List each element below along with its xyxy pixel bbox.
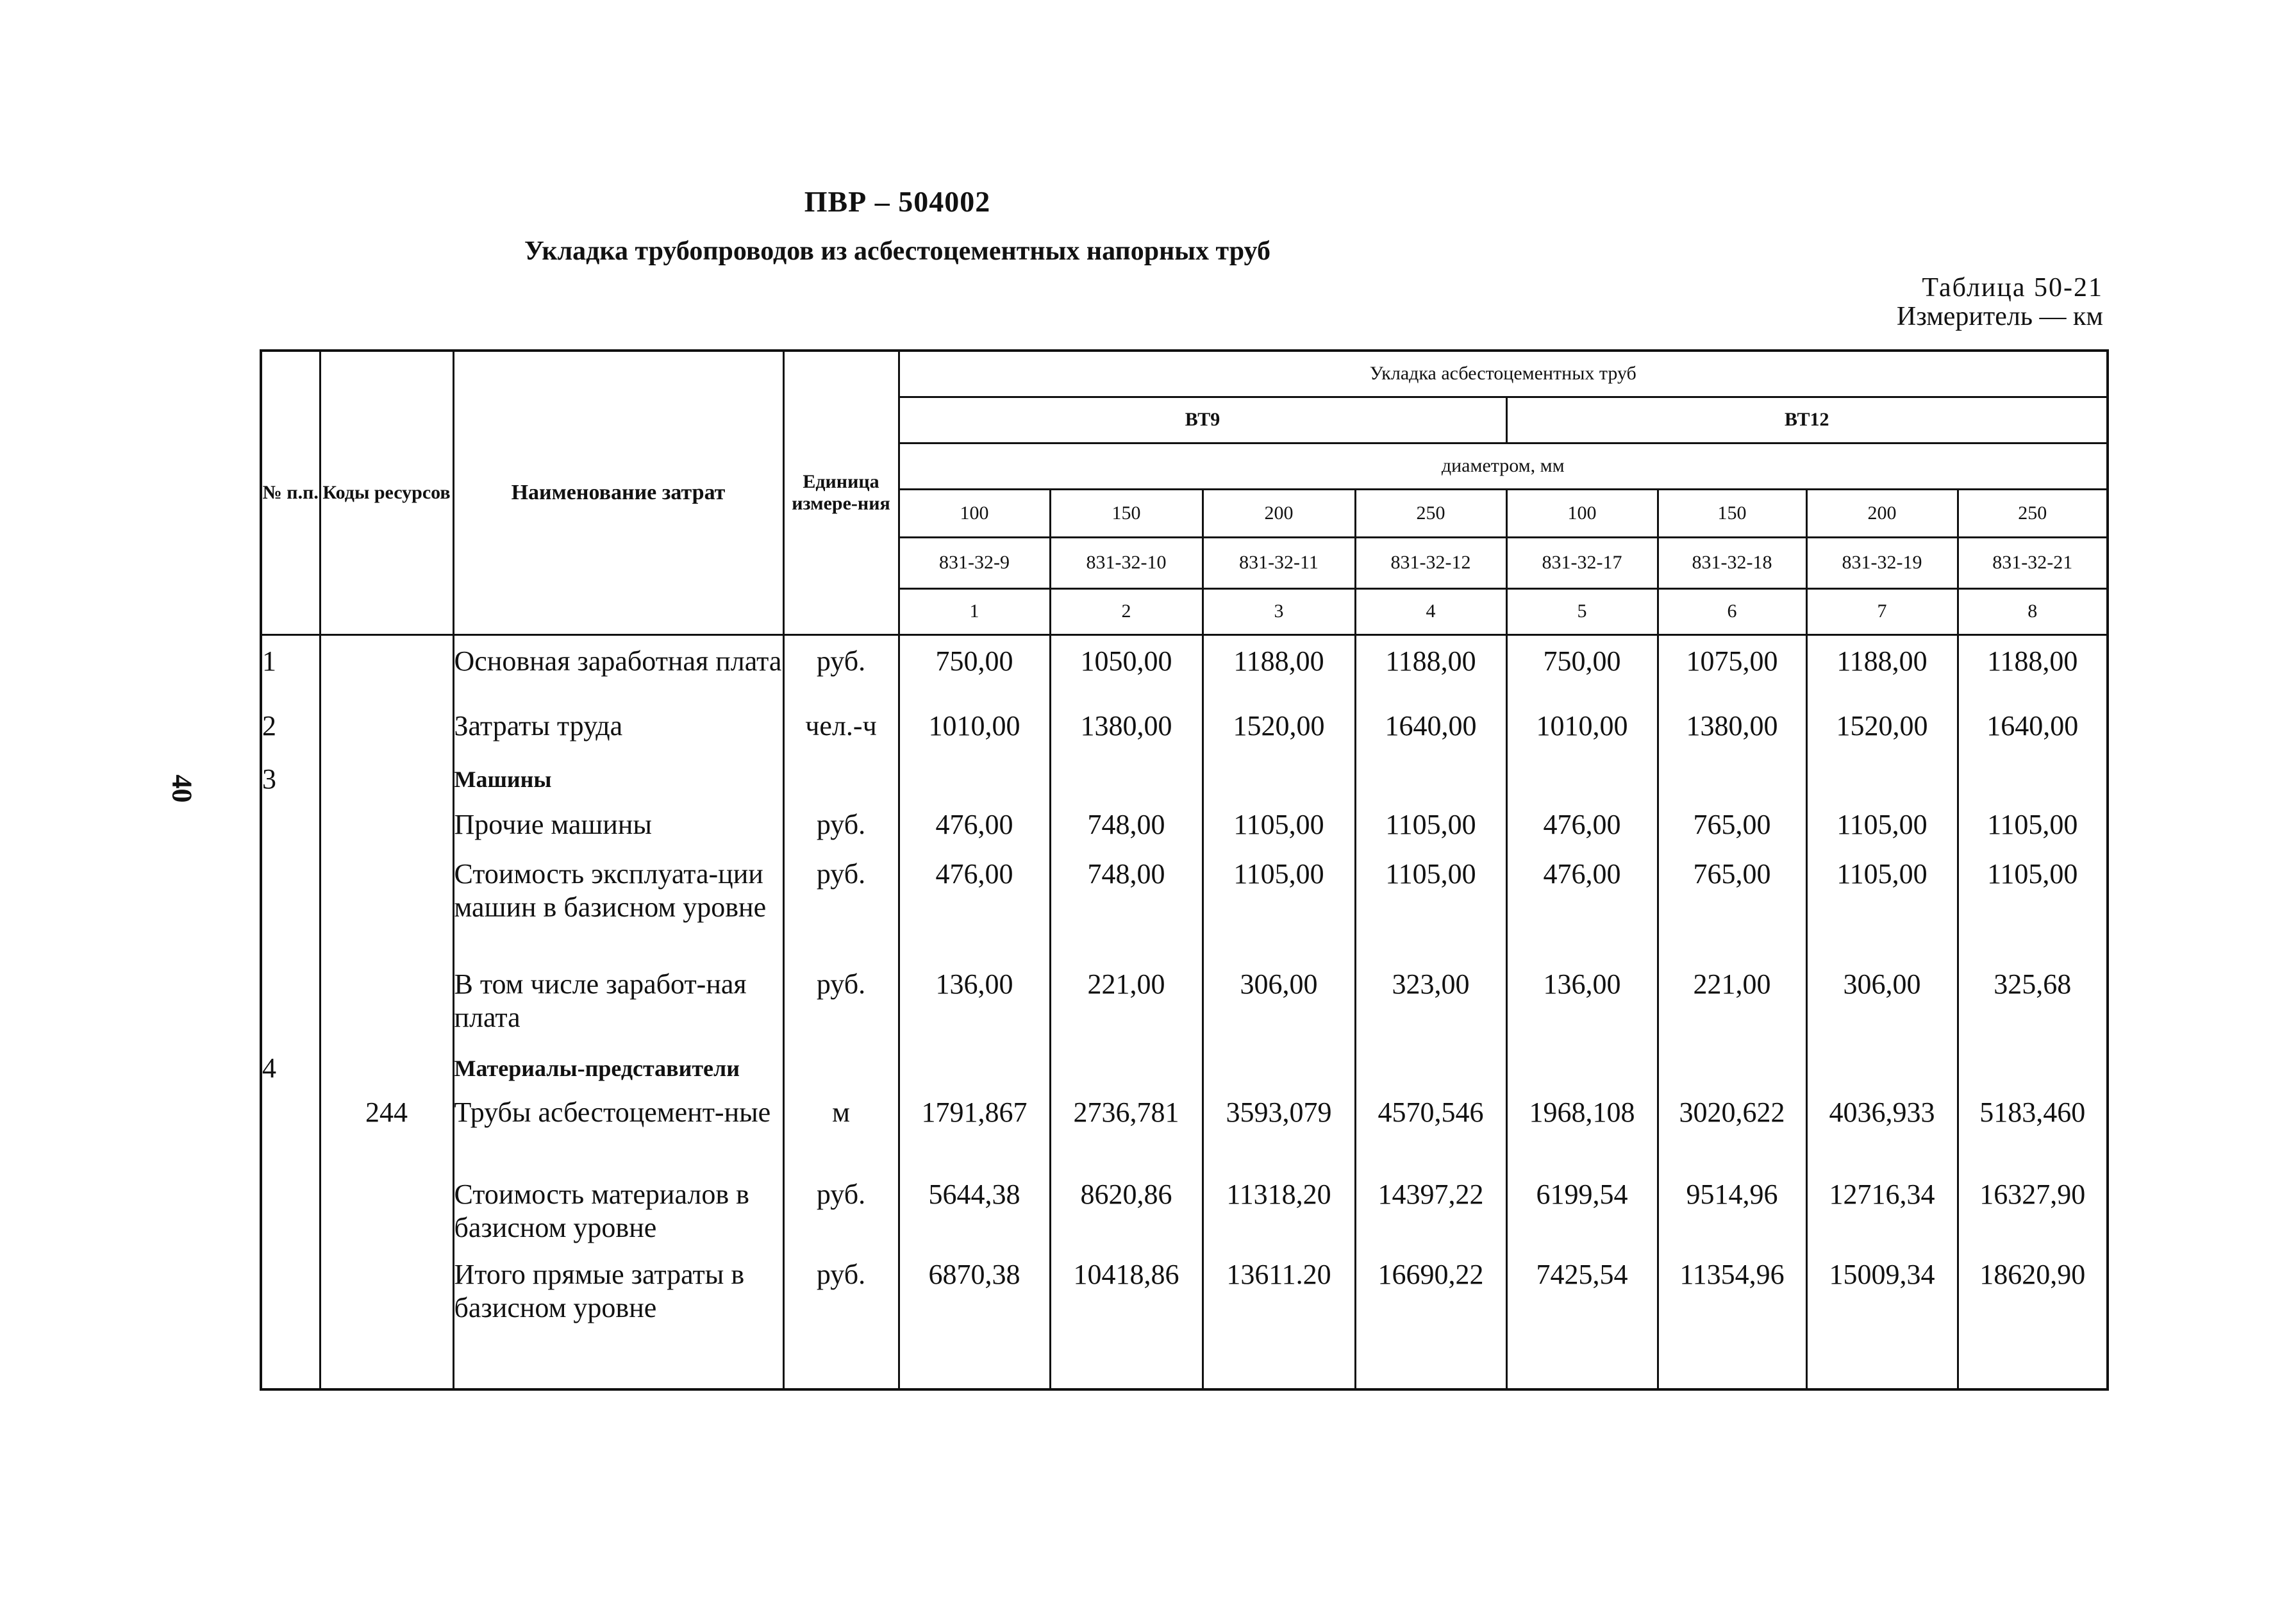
spacer-cell [320, 1336, 453, 1389]
body-spacer [261, 1336, 2108, 1389]
spacer-cell [783, 634, 899, 645]
header-column-index: 4 [1355, 588, 1506, 634]
table-row [261, 968, 2108, 1052]
header-resource-code: 831-32-21 [1958, 537, 2108, 588]
header-vt12: ВТ12 [1506, 397, 2108, 443]
body-spacer [261, 634, 2108, 645]
spacer-cell [1658, 634, 1806, 645]
table-number: Таблица 50-21 [1922, 273, 2103, 302]
header-resource-code: 831-32-17 [1506, 537, 1658, 588]
row-name: Основная заработная плата [453, 645, 783, 709]
row-value: 18620,90 [1958, 1258, 2108, 1336]
spacer-cell [899, 634, 1050, 645]
row-value: 1791,867 [899, 1096, 1050, 1178]
row-number [261, 1096, 320, 1178]
row-value: 1188,00 [1355, 645, 1506, 709]
header-resource-code: 831-32-11 [1203, 537, 1355, 588]
row-value: 221,00 [1050, 968, 1203, 1052]
row-value: 1050,00 [1050, 645, 1203, 709]
row-value: 6199,54 [1506, 1178, 1658, 1259]
header-diameter-value: 200 [1203, 489, 1355, 537]
row-resource-code [320, 968, 453, 1052]
row-unit: руб. [783, 645, 899, 709]
row-resource-code [320, 763, 453, 808]
row-value: 1640,00 [1355, 709, 1506, 763]
spacer-cell [1806, 634, 1958, 645]
row-value: 15009,34 [1806, 1258, 1958, 1336]
row-number [261, 1178, 320, 1259]
header-num: № п.п. [261, 351, 320, 634]
row-value [899, 763, 1050, 808]
row-value: 765,00 [1658, 858, 1806, 968]
spacer-cell [1958, 634, 2108, 645]
group-row [261, 1052, 2108, 1096]
row-value: 136,00 [899, 968, 1050, 1052]
row-value [1203, 1052, 1355, 1096]
spacer-cell [320, 634, 453, 645]
row-value: 5644,38 [899, 1178, 1050, 1259]
row-value: 1188,00 [1203, 645, 1355, 709]
row-value: 1520,00 [1806, 709, 1958, 763]
row-value: 750,00 [1506, 645, 1658, 709]
header-diameter-value: 100 [899, 489, 1050, 537]
spacer-cell [1203, 634, 1355, 645]
row-value: 476,00 [1506, 808, 1658, 858]
row-resource-code [320, 709, 453, 763]
row-resource-code [320, 1052, 453, 1096]
header-name: Наименование затрат [453, 351, 783, 634]
spacer-cell [1050, 1336, 1203, 1389]
row-resource-code [320, 1258, 453, 1336]
row-value: 1188,00 [1958, 645, 2108, 709]
row-value: 12716,34 [1806, 1178, 1958, 1259]
spacer-cell [1050, 634, 1203, 645]
row-value: 11318,20 [1203, 1178, 1355, 1259]
header-diameter: диаметром, мм [899, 443, 2108, 489]
row-value: 1075,00 [1658, 645, 1806, 709]
row-value: 136,00 [1506, 968, 1658, 1052]
row-number [261, 858, 320, 968]
row-value: 8620,86 [1050, 1178, 1203, 1259]
row-value: 765,00 [1658, 808, 1806, 858]
row-value: 4570,546 [1355, 1096, 1506, 1178]
header-resource-code: 831-32-19 [1806, 537, 1958, 588]
row-value [899, 1052, 1050, 1096]
cost-table [260, 349, 2109, 1391]
row-value: 9514,96 [1658, 1178, 1806, 1259]
row-number: 1 [261, 645, 320, 709]
row-value [1355, 763, 1506, 808]
row-value: 323,00 [1355, 968, 1506, 1052]
row-value: 1105,00 [1203, 808, 1355, 858]
row-value: 748,00 [1050, 858, 1203, 968]
header-diameter-value: 250 [1355, 489, 1506, 537]
row-unit: м [783, 1096, 899, 1178]
row-name: Стоимость эксплуата-ции машин в базисном уровне [453, 858, 783, 968]
header-diameter-value: 200 [1806, 489, 1958, 537]
row-value: 6870,38 [899, 1258, 1050, 1336]
row-name: Затраты труда [453, 709, 783, 763]
header-vt9: ВТ9 [899, 397, 1506, 443]
header-column-index: 6 [1658, 588, 1806, 634]
row-resource-code [320, 858, 453, 968]
row-value: 221,00 [1658, 968, 1806, 1052]
row-value: 750,00 [899, 645, 1050, 709]
row-value [1958, 763, 2108, 808]
row-unit: руб. [783, 1178, 899, 1259]
document-code: ПВР – 504002 [804, 185, 991, 218]
row-value: 16690,22 [1355, 1258, 1506, 1336]
header-diameter-value: 150 [1658, 489, 1806, 537]
row-resource-code [320, 645, 453, 709]
row-name: Машины [453, 763, 783, 808]
row-value: 16327,90 [1958, 1178, 2108, 1259]
row-value: 1105,00 [1355, 858, 1506, 968]
row-value: 3020,622 [1658, 1096, 1806, 1178]
row-value: 10418,86 [1050, 1258, 1203, 1336]
row-number: 2 [261, 709, 320, 763]
document-title: Укладка трубопроводов из асбестоцементных напорных труб [524, 236, 1270, 266]
row-value [1355, 1052, 1506, 1096]
table-row [261, 1178, 2108, 1259]
header-unit: Единица измере-ния [783, 351, 899, 634]
row-value: 1105,00 [1806, 858, 1958, 968]
header-column-index: 7 [1806, 588, 1958, 634]
row-value: 11354,96 [1658, 1258, 1806, 1336]
header-resource-code: 831-32-10 [1050, 537, 1203, 588]
spacer-cell [1658, 1336, 1806, 1389]
row-value: 1188,00 [1806, 645, 1958, 709]
table-row [261, 645, 2108, 709]
row-value: 476,00 [899, 858, 1050, 968]
row-name: Стоимость материалов в базисном уровне [453, 1178, 783, 1259]
table-row [261, 709, 2108, 763]
header-column-index: 1 [899, 588, 1050, 634]
spacer-cell [1958, 1336, 2108, 1389]
row-value: 1520,00 [1203, 709, 1355, 763]
header-group-title: Укладка асбестоцементных труб [899, 351, 2108, 397]
row-value: 1105,00 [1806, 808, 1958, 858]
row-value [1506, 1052, 1658, 1096]
row-value: 325,68 [1958, 968, 2108, 1052]
row-number: 4 [261, 1052, 320, 1096]
table-row [261, 808, 2108, 858]
row-value: 1010,00 [899, 709, 1050, 763]
row-number [261, 1258, 320, 1336]
row-resource-code [320, 808, 453, 858]
spacer-cell [453, 1336, 783, 1389]
row-value: 1380,00 [1050, 709, 1203, 763]
row-name: Трубы асбестоцемент-ные [453, 1096, 783, 1178]
spacer-cell [1806, 1336, 1958, 1389]
table-row [261, 858, 2108, 968]
spacer-cell [1506, 634, 1658, 645]
row-value: 476,00 [899, 808, 1050, 858]
page-number: 40 [166, 774, 198, 803]
row-value: 1105,00 [1958, 808, 2108, 858]
row-resource-code [320, 1178, 453, 1259]
spacer-cell [453, 634, 783, 645]
header-codes: Коды ресурсов [320, 351, 453, 634]
row-number [261, 808, 320, 858]
table-row [261, 1096, 2108, 1178]
row-value: 1105,00 [1203, 858, 1355, 968]
header-diameter-value: 150 [1050, 489, 1203, 537]
spacer-cell [1355, 1336, 1506, 1389]
spacer-cell [261, 1336, 320, 1389]
row-resource-code: 244 [320, 1096, 453, 1178]
row-value: 476,00 [1506, 858, 1658, 968]
row-unit: руб. [783, 1258, 899, 1336]
row-unit: руб. [783, 808, 899, 858]
row-unit: руб. [783, 968, 899, 1052]
row-value: 306,00 [1203, 968, 1355, 1052]
header-column-index: 3 [1203, 588, 1355, 634]
header-resource-code: 831-32-12 [1355, 537, 1506, 588]
row-value: 4036,933 [1806, 1096, 1958, 1178]
row-value: 3593,079 [1203, 1096, 1355, 1178]
row-value [1658, 1052, 1806, 1096]
row-value: 1380,00 [1658, 709, 1806, 763]
row-number: 3 [261, 763, 320, 808]
header-column-index: 8 [1958, 588, 2108, 634]
row-value: 1010,00 [1506, 709, 1658, 763]
row-unit [783, 763, 899, 808]
spacer-cell [1506, 1336, 1658, 1389]
row-name: Прочие машины [453, 808, 783, 858]
spacer-cell [783, 1336, 899, 1389]
row-value: 7425,54 [1506, 1258, 1658, 1336]
row-value [1958, 1052, 2108, 1096]
row-name: В том числе заработ-ная плата [453, 968, 783, 1052]
row-name: Итого прямые затраты в базисном уровне [453, 1258, 783, 1336]
header-resource-code: 831-32-18 [1658, 537, 1806, 588]
row-value: 748,00 [1050, 808, 1203, 858]
table-row [261, 1258, 2108, 1336]
row-value: 1968,108 [1506, 1096, 1658, 1178]
row-number [261, 968, 320, 1052]
row-value: 1105,00 [1958, 858, 2108, 968]
header-diameter-value: 250 [1958, 489, 2108, 537]
spacer-cell [1203, 1336, 1355, 1389]
row-unit: чел.-ч [783, 709, 899, 763]
row-value: 14397,22 [1355, 1178, 1506, 1259]
row-value: 1640,00 [1958, 709, 2108, 763]
row-value: 1105,00 [1355, 808, 1506, 858]
spacer-cell [261, 634, 320, 645]
row-value [1658, 763, 1806, 808]
row-value [1506, 763, 1658, 808]
row-name: Материалы-представители [453, 1052, 783, 1096]
header-column-index: 2 [1050, 588, 1203, 634]
row-value: 13611.20 [1203, 1258, 1355, 1336]
row-unit [783, 1052, 899, 1096]
measure-unit: Измеритель — км [1896, 302, 2103, 331]
row-value: 306,00 [1806, 968, 1958, 1052]
row-value: 5183,460 [1958, 1096, 2108, 1178]
spacer-cell [899, 1336, 1050, 1389]
row-value [1050, 763, 1203, 808]
row-value [1806, 763, 1958, 808]
row-value [1203, 763, 1355, 808]
row-value [1050, 1052, 1203, 1096]
group-row [261, 763, 2108, 808]
header-resource-code: 831-32-9 [899, 537, 1050, 588]
spacer-cell [1355, 634, 1506, 645]
header-diameter-value: 100 [1506, 489, 1658, 537]
row-value: 2736,781 [1050, 1096, 1203, 1178]
header-column-index: 5 [1506, 588, 1658, 634]
row-unit: руб. [783, 858, 899, 968]
row-value [1806, 1052, 1958, 1096]
